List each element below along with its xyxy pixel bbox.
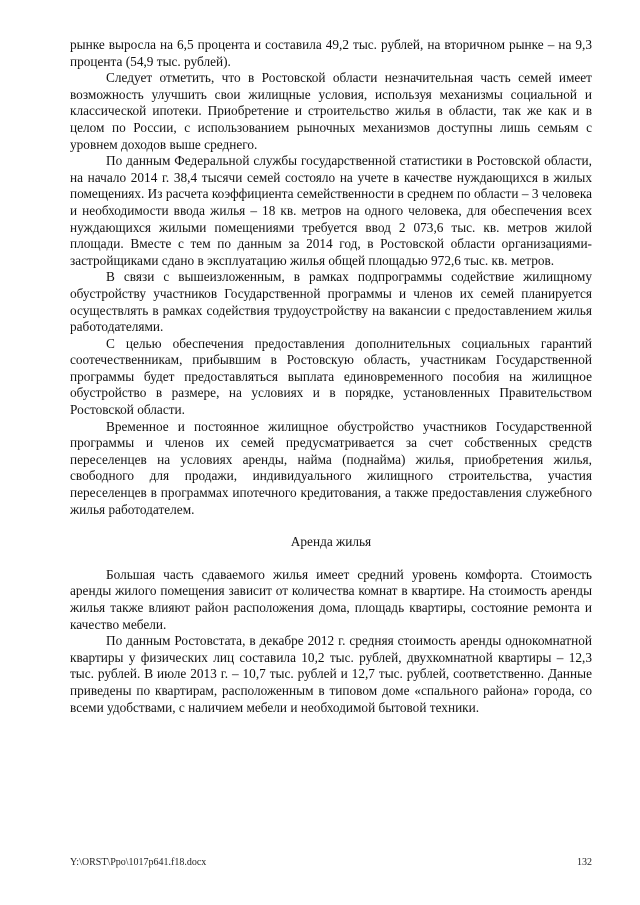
footer-page-number: 132	[577, 857, 592, 868]
section-heading: Аренда жилья	[290, 534, 372, 550]
footer-file-path: Y:\ORST\Ppo\1017p641.f18.docx	[70, 857, 207, 868]
paragraph-subprogram: В связи с вышеизложенным, в рамках подпрограммы содействие жилищному обустройству участников Государственной программы и членов их семей планируется осуществлять в рамках содействия трудоустройству на вакансии с предоставлением жилья работодателями.	[70, 269, 592, 335]
paragraph-market-growth: рынке выросла на 6,5 процента и составила 49,2 тыс. рублей, на вторичном рынке – на 9,3 процента (54,9 тыс. рублей).	[70, 37, 592, 69]
paragraph-social-guarantees: С целью обеспечения предоставления дополнительных социальных гарантий соотечественникам, прибывшим в Ростовскую область, участникам Государственной программы будет предоставляться выплата единовременного пособия на жилищное обустройство в размере, на условиях и в порядке, установленных Правительством Ростовской области.	[70, 335, 592, 418]
paragraph-housing-arrangement: Временное и постоянное жилищное обустройство участников Государственной программы и членов их семей предусматривается за счет собственных средств переселенцев на условиях аренды, найма (поднайма) жилья, приобретения жилья, свободного для продажи, индивидуального жилищного строительства, участия переселенцев в программах ипотечного кредитования, а также предоставления служебного жилья работодателем.	[70, 418, 592, 517]
paragraph-rental-prices: По данным Ростовстата, в декабре 2012 г. средняя стоимость аренды однокомнатной квартиры у физических лиц составила 10,2 тыс. рублей, двухкомнатной квартиры – 12,3 тыс. рублей. В июле 2013 г. – 10,7 тыс. рублей и 12,7 тыс. рублей, соответственно. Данные приведены по квартирам, расположенным в типовом доме «спального района» города, со всеми удобствами, с наличием мебели и необходимой бытовой техники.	[70, 633, 592, 715]
page-footer	[70, 857, 592, 869]
paragraph-statistics: По данным Федеральной службы государственной статистики в Ростовской области, на начало 2014 г. 38,4 тысячи семей состояло на учете в качестве нуждающихся в жилых помещениях. Из расчета коэффициента семейственности в среднем по области – 3 человека и необходимости ввода жилья – 18 кв. метров на одного человека, для обеспечения всех нуждающихся жилыми помещениями требуется ввод 2 073,6 тыс. кв. метров жилой площади. Вместе с тем по данным за 2014 год, в Ростовской области организациями-застройщиками сдано в эксплуатацию жилья общей площадью 972,6 тыс. кв. метров.	[70, 153, 592, 268]
paragraph-mortgage: Следует отметить, что в Ростовской области незначительная часть семей имеет возможность улучшить свои жилищные условия, используя механизмы социальной и классической ипотеки. Приобретение и строительство жилья в области, так же как и в целом по России, с использованием рыночных механизмов доступны лишь семьям с уровнем доходов выше среднего.	[70, 70, 592, 152]
paragraph-rental-comfort: Большая часть сдаваемого жилья имеет средний уровень комфорта. Стоимость аренды жилого помещения зависит от количества комнат в квартире. На стоимость аренды жилья также влияют район расположения дома, площадь квартиры, состояние ремонта и качество мебели.	[70, 566, 592, 632]
document-page	[70, 37, 592, 716]
